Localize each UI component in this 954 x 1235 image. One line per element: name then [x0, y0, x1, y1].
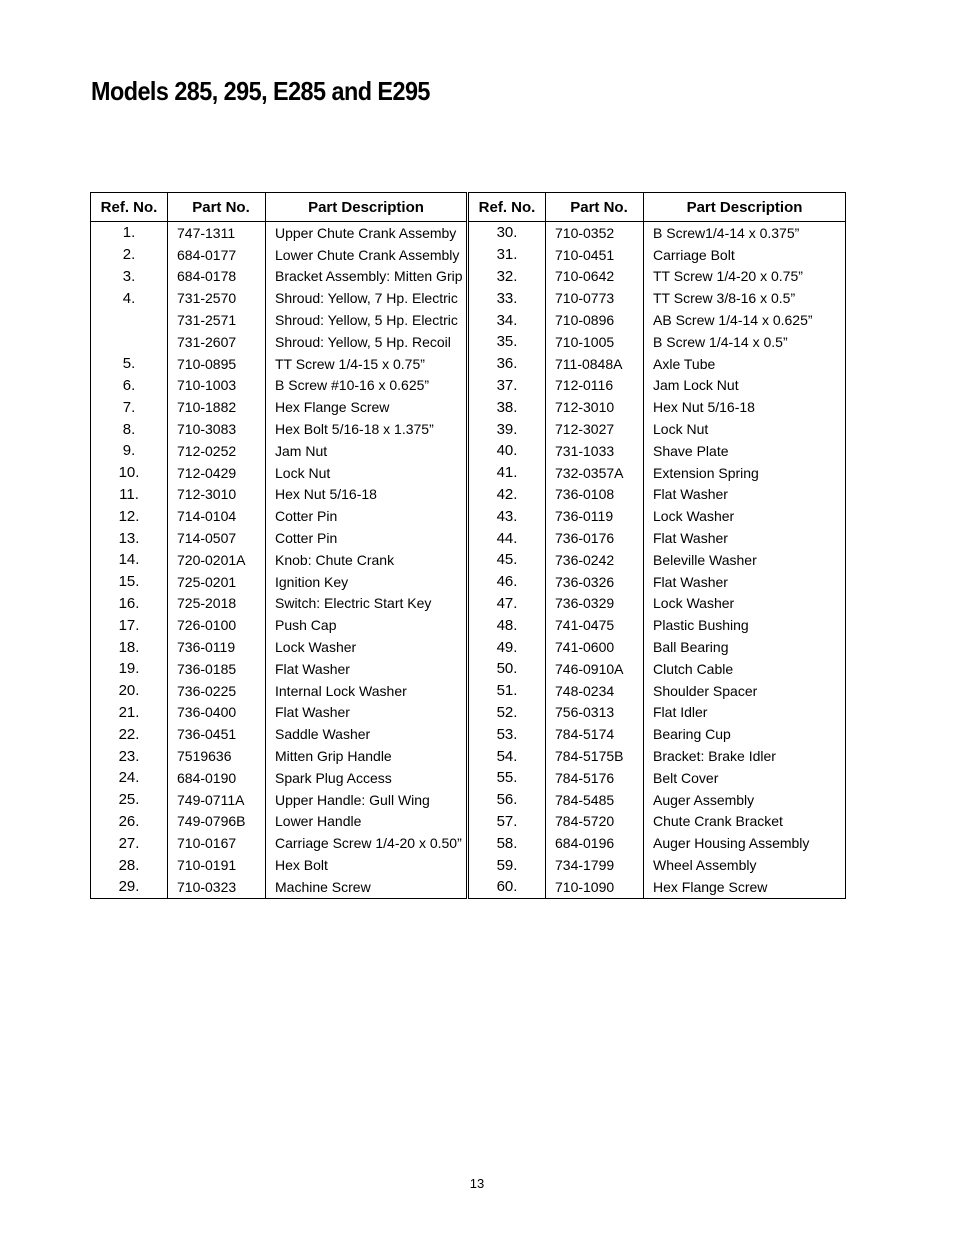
ref-no-cell: 21. — [118, 703, 140, 721]
ref-no-cell: 53. — [496, 725, 518, 743]
part-description-cell: Shoulder Spacer — [644, 680, 846, 702]
part-description-cell: Lock Washer — [266, 636, 467, 658]
part-no-cell: 712-3027 — [546, 418, 644, 440]
part-no-cell: 714-0104 — [168, 505, 266, 527]
table-row — [91, 658, 467, 680]
table-row — [91, 876, 467, 898]
part-no-cell: 736-0242 — [546, 549, 644, 571]
table-row — [469, 789, 846, 811]
table-header-row — [469, 193, 846, 222]
part-description-cell: TT Screw 1/4-15 x 0.75” — [266, 353, 467, 375]
part-no-cell: 736-0108 — [546, 484, 644, 506]
ref-no-cell: 52. — [496, 703, 518, 721]
part-description-cell: Lock Nut — [644, 418, 846, 440]
table-row — [469, 440, 846, 462]
part-no-cell: 720-0201A — [168, 549, 266, 571]
part-no-cell: 736-0119 — [168, 636, 266, 658]
part-description-cell: Carriage Bolt — [644, 244, 846, 266]
table-header-row — [91, 193, 467, 222]
part-description-cell: B Screw #10-16 x 0.625” — [266, 375, 467, 397]
part-description-cell: Shroud: Yellow, 5 Hp. Recoil — [266, 331, 467, 353]
table-row — [469, 767, 846, 789]
ref-no-cell: 20. — [118, 682, 140, 700]
part-no-cell: 734-1799 — [546, 854, 644, 876]
part-description-cell: AB Screw 1/4-14 x 0.625” — [644, 309, 846, 331]
part-no-cell: 748-0234 — [546, 680, 644, 702]
ref-no-cell: 42. — [496, 485, 518, 503]
part-no-cell: 749-0711A — [168, 789, 266, 811]
table-row — [469, 811, 846, 833]
part-no-cell: 710-0773 — [546, 287, 644, 309]
ref-no-cell: 2. — [122, 246, 136, 264]
part-no-cell: 732-0357A — [546, 462, 644, 484]
table-row — [91, 287, 467, 309]
ref-no-cell: 13. — [118, 529, 140, 547]
part-no-cell: 684-0178 — [168, 266, 266, 288]
ref-no-cell — [91, 331, 168, 353]
ref-no-cell: 19. — [118, 660, 140, 678]
table-row — [469, 244, 846, 266]
part-description-cell: Auger Assembly — [644, 789, 846, 811]
ref-no-cell: 5. — [122, 355, 136, 373]
part-description-cell: Internal Lock Washer — [266, 680, 467, 702]
part-no-cell: 731-2607 — [168, 331, 266, 353]
part-description-cell: Shroud: Yellow, 7 Hp. Electric — [266, 287, 467, 309]
ref-no-cell: 36. — [496, 355, 518, 373]
ref-no-cell: 29. — [118, 878, 140, 896]
ref-no-cell: 47. — [496, 594, 518, 612]
part-description-cell: Clutch Cable — [644, 658, 846, 680]
ref-no-cell: 48. — [496, 616, 518, 634]
table-row — [91, 222, 467, 244]
ref-no-cell: 14. — [118, 551, 140, 569]
header-ref-no: Ref. No. — [469, 193, 546, 222]
ref-no-cell — [91, 309, 168, 331]
ref-no-cell: 35. — [496, 333, 518, 351]
part-description-cell: Bracket Assembly: Mitten Grip — [266, 266, 467, 288]
table-row — [91, 396, 467, 418]
ref-no-cell: 4. — [122, 289, 136, 307]
part-no-cell: 736-0329 — [546, 593, 644, 615]
part-no-cell: 710-1882 — [168, 396, 266, 418]
header-ref-no: Ref. No. — [91, 193, 168, 222]
table-row — [91, 331, 467, 353]
part-no-cell: 736-0176 — [546, 527, 644, 549]
part-no-cell: 684-0196 — [546, 832, 644, 854]
ref-no-cell: 11. — [119, 485, 139, 503]
part-no-cell: 725-2018 — [168, 593, 266, 615]
part-description-cell: Switch: Electric Start Key — [266, 593, 467, 615]
table-row — [91, 266, 467, 288]
table-row — [469, 876, 846, 898]
table-row — [91, 723, 467, 745]
part-description-cell: Hex Nut 5/16-18 — [266, 484, 467, 506]
part-description-cell: Upper Chute Crank Assemby — [266, 222, 467, 244]
part-no-cell: 731-2571 — [168, 309, 266, 331]
table-row — [469, 375, 846, 397]
part-description-cell: Hex Flange Screw — [644, 876, 846, 898]
table-row — [91, 854, 467, 876]
part-no-cell: 741-0475 — [546, 614, 644, 636]
table-row — [91, 702, 467, 724]
part-no-cell: 747-1311 — [168, 222, 266, 244]
table-row — [469, 593, 846, 615]
part-description-cell: Chute Crank Bracket — [644, 811, 846, 833]
ref-no-cell: 59. — [496, 856, 518, 874]
ref-no-cell: 34. — [496, 311, 518, 329]
part-no-cell: 712-0116 — [546, 375, 644, 397]
table-row — [469, 571, 846, 593]
table-row — [469, 614, 846, 636]
table-row — [91, 811, 467, 833]
part-description-cell: Flat Idler — [644, 702, 846, 724]
table-row — [469, 658, 846, 680]
part-description-cell: Lock Washer — [644, 505, 846, 527]
ref-no-cell: 8. — [122, 420, 136, 438]
table-row — [91, 375, 467, 397]
header-part-description: Part Description — [266, 193, 467, 222]
header-part-no: Part No. — [168, 193, 266, 222]
part-no-cell: 736-0326 — [546, 571, 644, 593]
ref-no-cell: 54. — [496, 747, 518, 765]
ref-no-cell: 51. — [496, 682, 518, 700]
ref-no-cell: 43. — [496, 507, 518, 525]
part-description-cell: Wheel Assembly — [644, 854, 846, 876]
part-no-cell: 736-0185 — [168, 658, 266, 680]
part-description-cell: TT Screw 3/8-16 x 0.5” — [644, 287, 846, 309]
table-row — [469, 527, 846, 549]
part-no-cell: 731-1033 — [546, 440, 644, 462]
part-description-cell: TT Screw 1/4-20 x 0.75” — [644, 266, 846, 288]
ref-no-cell: 58. — [496, 834, 518, 852]
table-row — [91, 571, 467, 593]
part-description-cell: Flat Washer — [266, 658, 467, 680]
part-description-cell: Bearing Cup — [644, 723, 846, 745]
ref-no-cell: 1. — [122, 224, 136, 242]
part-no-cell: 784-5174 — [546, 723, 644, 745]
part-no-cell: 684-0190 — [168, 767, 266, 789]
part-no-cell: 712-3010 — [546, 396, 644, 418]
ref-no-cell: 39. — [496, 420, 518, 438]
ref-no-cell: 15. — [118, 573, 140, 591]
table-row — [469, 331, 846, 353]
ref-no-cell: 31. — [496, 246, 518, 264]
ref-no-cell: 9. — [122, 442, 136, 460]
part-no-cell: 712-3010 — [168, 484, 266, 506]
part-description-cell: Carriage Screw 1/4-20 x 0.50” — [266, 832, 467, 854]
part-no-cell: 710-0191 — [168, 854, 266, 876]
ref-no-cell: 25. — [118, 791, 140, 809]
part-description-cell: Flat Washer — [644, 484, 846, 506]
part-description-cell: Hex Flange Screw — [266, 396, 467, 418]
ref-no-cell: 49. — [496, 638, 518, 656]
part-no-cell: 741-0600 — [546, 636, 644, 658]
ref-no-cell: 27. — [118, 834, 140, 852]
ref-no-cell: 55. — [496, 769, 518, 787]
table-body-left — [91, 222, 467, 899]
part-no-cell: 710-1005 — [546, 331, 644, 353]
part-description-cell: Auger Housing Assembly — [644, 832, 846, 854]
part-no-cell: 731-2570 — [168, 287, 266, 309]
part-no-cell: 726-0100 — [168, 614, 266, 636]
part-no-cell: 784-5176 — [546, 767, 644, 789]
table-row — [91, 484, 467, 506]
part-no-cell: 710-0323 — [168, 876, 266, 898]
table-row — [469, 287, 846, 309]
ref-no-cell: 44. — [496, 529, 518, 547]
page-number: 13 — [469, 1176, 485, 1191]
table-row — [469, 484, 846, 506]
ref-no-cell: 16. — [118, 594, 140, 612]
table-row — [469, 266, 846, 288]
part-description-cell: Hex Bolt 5/16-18 x 1.375” — [266, 418, 467, 440]
ref-no-cell: 6. — [122, 376, 136, 394]
part-description-cell: Flat Washer — [644, 571, 846, 593]
part-description-cell: Beleville Washer — [644, 549, 846, 571]
part-no-cell: 784-5175B — [546, 745, 644, 767]
table-row — [91, 745, 467, 767]
part-description-cell: Machine Screw — [266, 876, 467, 898]
part-description-cell: Jam Nut — [266, 440, 467, 462]
ref-no-cell: 41. — [496, 464, 518, 482]
part-description-cell: Push Cap — [266, 614, 467, 636]
part-description-cell: Spark Plug Access — [266, 767, 467, 789]
part-no-cell: 710-0167 — [168, 832, 266, 854]
ref-no-cell: 23. — [118, 747, 140, 765]
ref-no-cell: 22. — [118, 725, 140, 743]
table-row — [91, 593, 467, 615]
ref-no-cell: 40. — [496, 442, 518, 460]
part-description-cell: Lock Nut — [266, 462, 467, 484]
part-no-cell: 710-3083 — [168, 418, 266, 440]
part-no-cell: 784-5720 — [546, 811, 644, 833]
table-row — [91, 614, 467, 636]
table-row — [469, 680, 846, 702]
part-no-cell: 710-0896 — [546, 309, 644, 331]
part-no-cell: 710-1003 — [168, 375, 266, 397]
part-no-cell: 784-5485 — [546, 789, 644, 811]
part-no-cell: 7519636 — [168, 745, 266, 767]
part-description-cell: Flat Washer — [644, 527, 846, 549]
ref-no-cell: 12. — [118, 507, 140, 525]
table-row — [91, 462, 467, 484]
ref-no-cell: 46. — [496, 573, 518, 591]
ref-no-cell: 33. — [496, 289, 518, 307]
part-description-cell: Belt Cover — [644, 767, 846, 789]
table-row — [469, 353, 846, 375]
table-row — [469, 309, 846, 331]
table-row — [469, 723, 846, 745]
part-no-cell: 736-0119 — [546, 505, 644, 527]
ref-no-cell: 50. — [496, 660, 518, 678]
table-row — [469, 854, 846, 876]
part-description-cell: Mitten Grip Handle — [266, 745, 467, 767]
part-no-cell: 756-0313 — [546, 702, 644, 724]
part-description-cell: Extension Spring — [644, 462, 846, 484]
table-row — [91, 767, 467, 789]
table-row — [469, 222, 846, 244]
ref-no-cell: 17. — [118, 616, 140, 634]
parts-table-right — [468, 192, 846, 899]
part-no-cell: 725-0201 — [168, 571, 266, 593]
part-no-cell: 746-0910A — [546, 658, 644, 680]
part-no-cell: 712-0252 — [168, 440, 266, 462]
part-no-cell: 736-0225 — [168, 680, 266, 702]
table-row — [469, 832, 846, 854]
part-no-cell: 710-0352 — [546, 222, 644, 244]
part-no-cell: 710-1090 — [546, 876, 644, 898]
part-description-cell: Shroud: Yellow, 5 Hp. Electric — [266, 309, 467, 331]
table-row — [91, 789, 467, 811]
part-description-cell: Upper Handle: Gull Wing — [266, 789, 467, 811]
ref-no-cell: 3. — [122, 267, 136, 285]
part-description-cell: Lower Handle — [266, 811, 467, 833]
ref-no-cell: 26. — [118, 812, 140, 830]
table-row — [469, 549, 846, 571]
ref-no-cell: 57. — [496, 812, 518, 830]
part-no-cell: 749-0796B — [168, 811, 266, 833]
ref-no-cell: 45. — [496, 551, 518, 569]
ref-no-cell: 38. — [496, 398, 518, 416]
ref-no-cell: 32. — [496, 267, 518, 285]
table-row — [469, 418, 846, 440]
table-body-right — [469, 222, 846, 899]
part-no-cell: 710-0451 — [546, 244, 644, 266]
header-part-description: Part Description — [644, 193, 846, 222]
part-description-cell: Hex Nut 5/16-18 — [644, 396, 846, 418]
part-description-cell: Cotter Pin — [266, 527, 467, 549]
part-no-cell: 711-0848A — [546, 353, 644, 375]
ref-no-cell: 30. — [496, 224, 518, 242]
part-no-cell: 736-0400 — [168, 702, 266, 724]
table-row — [91, 527, 467, 549]
part-description-cell: Ignition Key — [266, 571, 467, 593]
table-row — [91, 244, 467, 266]
ref-no-cell: 10. — [118, 464, 140, 482]
part-description-cell: Shave Plate — [644, 440, 846, 462]
table-row — [91, 680, 467, 702]
table-row — [91, 832, 467, 854]
part-description-cell: Ball Bearing — [644, 636, 846, 658]
table-row — [91, 549, 467, 571]
table-row — [469, 636, 846, 658]
ref-no-cell: 60. — [496, 878, 518, 896]
parts-table-left — [90, 192, 467, 899]
ref-no-cell: 56. — [496, 791, 518, 809]
part-no-cell: 736-0451 — [168, 723, 266, 745]
table-row — [469, 505, 846, 527]
part-description-cell: Jam Lock Nut — [644, 375, 846, 397]
part-no-cell: 684-0177 — [168, 244, 266, 266]
table-row — [91, 353, 467, 375]
part-description-cell: Flat Washer — [266, 702, 467, 724]
part-description-cell: Cotter Pin — [266, 505, 467, 527]
part-no-cell: 710-0895 — [168, 353, 266, 375]
table-row — [91, 505, 467, 527]
table-row — [469, 396, 846, 418]
ref-no-cell: 18. — [118, 638, 140, 656]
header-part-no: Part No. — [546, 193, 644, 222]
part-description-cell: Plastic Bushing — [644, 614, 846, 636]
part-no-cell: 710-0642 — [546, 266, 644, 288]
ref-no-cell: 7. — [122, 398, 136, 416]
table-row — [91, 309, 467, 331]
ref-no-cell: 24. — [118, 769, 140, 787]
part-no-cell: 714-0507 — [168, 527, 266, 549]
part-no-cell: 712-0429 — [168, 462, 266, 484]
part-description-cell: Saddle Washer — [266, 723, 467, 745]
table-row — [91, 636, 467, 658]
table-row — [469, 745, 846, 767]
part-description-cell: Axle Tube — [644, 353, 846, 375]
part-description-cell: B Screw 1/4-14 x 0.5” — [644, 331, 846, 353]
table-row — [91, 418, 467, 440]
table-row — [91, 440, 467, 462]
table-row — [469, 462, 846, 484]
part-description-cell: Knob: Chute Crank — [266, 549, 467, 571]
ref-no-cell: 28. — [118, 856, 140, 874]
page-title: Models 285, 295, E285 and E295 — [91, 76, 430, 106]
part-description-cell: B Screw1/4-14 x 0.375” — [644, 222, 846, 244]
table-row — [469, 702, 846, 724]
part-description-cell: Bracket: Brake Idler — [644, 745, 846, 767]
part-description-cell: Lock Washer — [644, 593, 846, 615]
ref-no-cell: 37. — [496, 376, 518, 394]
part-description-cell: Hex Bolt — [266, 854, 467, 876]
part-description-cell: Lower Chute Crank Assembly — [266, 244, 467, 266]
